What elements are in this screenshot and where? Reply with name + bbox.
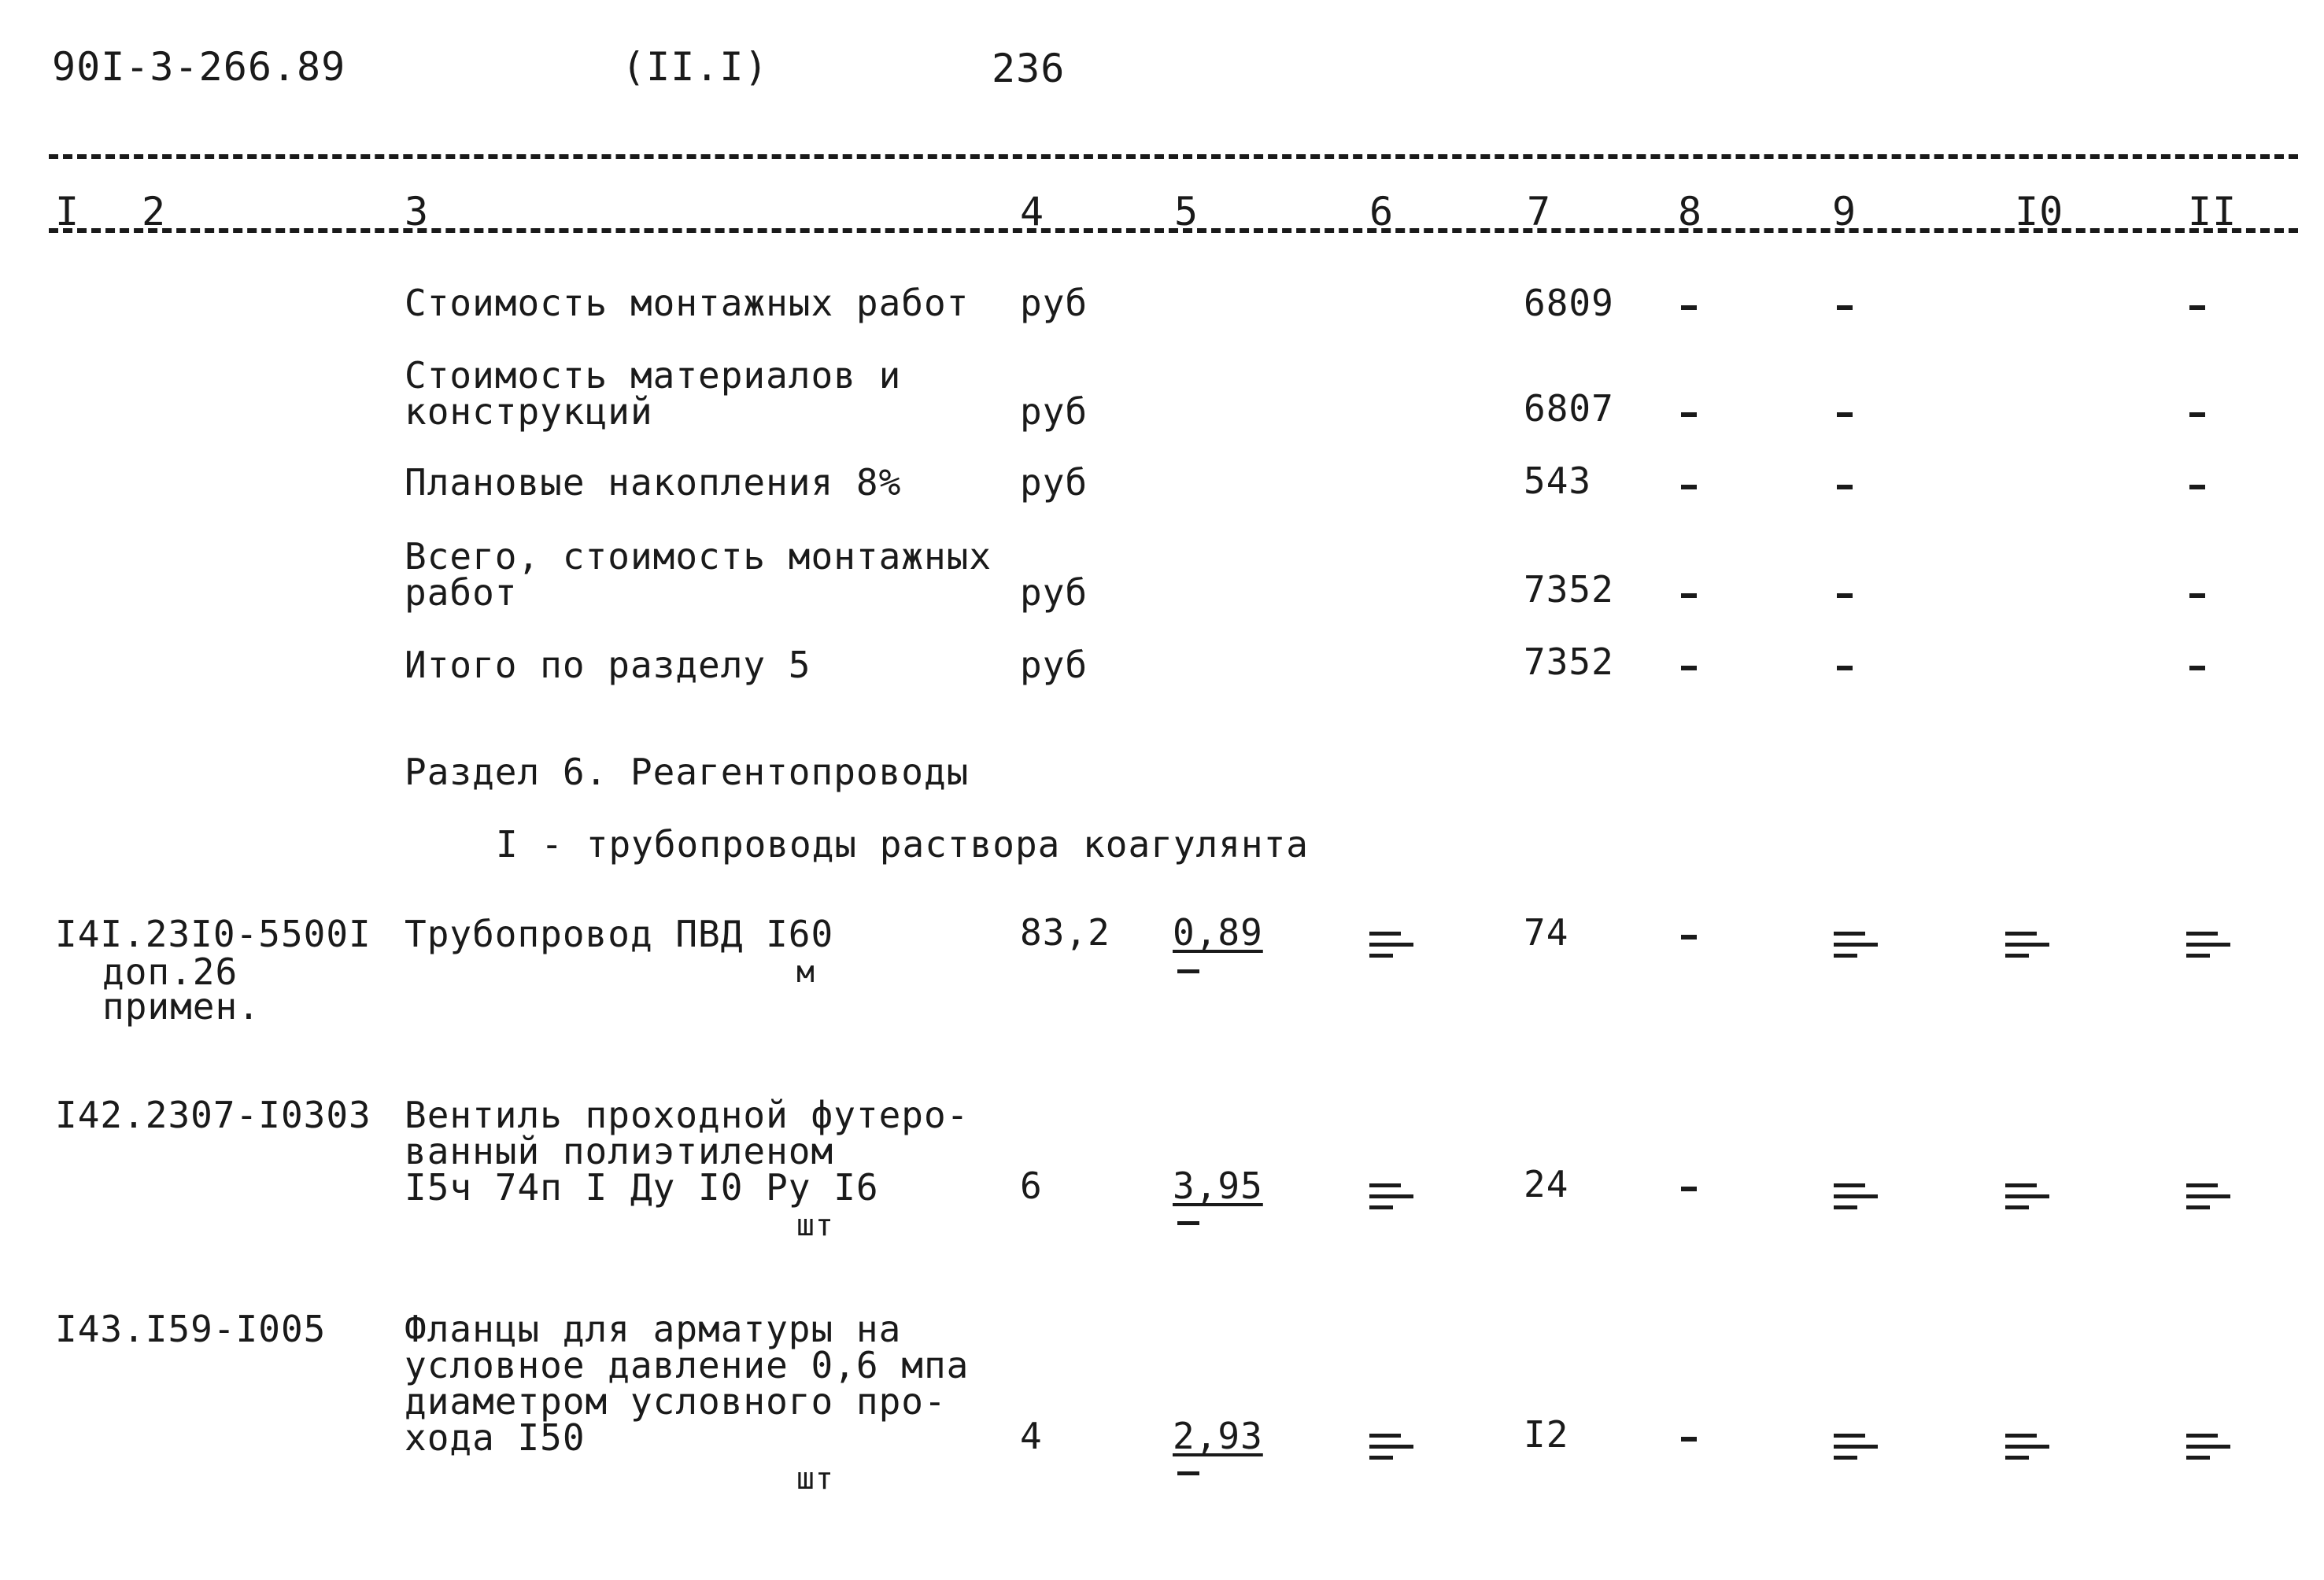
ditto-mark bbox=[1369, 1430, 1413, 1462]
ditto-mark bbox=[2186, 1180, 2230, 1212]
dash-mark bbox=[1837, 593, 1853, 598]
dash-mark bbox=[1681, 412, 1697, 417]
item-name: Вентиль проходной футеро- bbox=[405, 1094, 970, 1136]
dash-mark bbox=[1837, 666, 1853, 670]
row-unit: руб bbox=[1020, 461, 1088, 504]
row-name-continued: конструкций bbox=[405, 390, 653, 433]
ditto-mark bbox=[1834, 928, 1878, 960]
column-number: 8 bbox=[1678, 189, 1703, 234]
table-top-rule bbox=[49, 154, 2298, 159]
document-code: 90I-3-266.89 bbox=[52, 44, 346, 90]
ditto-mark bbox=[1834, 1180, 1878, 1212]
row-name-continued: работ bbox=[405, 571, 518, 614]
dash-mark bbox=[1681, 666, 1697, 670]
item-total: I2 bbox=[1524, 1413, 1569, 1456]
item-name: I5ч 74п I Ду I0 Ру I6 bbox=[405, 1166, 879, 1209]
ditto-mark bbox=[2005, 1430, 2049, 1462]
row-unit: руб bbox=[1020, 644, 1088, 686]
item-quantity: 6 bbox=[1020, 1165, 1043, 1207]
row-name: Плановые накопления 8% bbox=[405, 461, 902, 504]
item-name: хода I50 bbox=[405, 1416, 586, 1459]
row-total: 7352 bbox=[1524, 640, 1614, 683]
section-subtitle: I - трубопроводы раствора коагулянта bbox=[496, 823, 1309, 866]
item-unit: м bbox=[796, 954, 815, 989]
item-name: диаметром условного про- bbox=[405, 1380, 947, 1423]
item-quantity: 83,2 bbox=[1020, 911, 1110, 954]
column-number: 2 bbox=[142, 189, 167, 234]
dash-mark bbox=[1837, 412, 1853, 417]
row-total: 7352 bbox=[1524, 568, 1614, 611]
ditto-mark bbox=[1834, 1430, 1878, 1462]
item-total: 74 bbox=[1524, 911, 1569, 954]
item-unit-price: 2,93 bbox=[1173, 1415, 1263, 1457]
item-unit: шт bbox=[796, 1461, 834, 1496]
dash-mark bbox=[2189, 412, 2205, 417]
ditto-mark bbox=[2005, 1180, 2049, 1212]
dash-mark bbox=[1681, 593, 1697, 598]
row-name: Стоимость монтажных работ bbox=[405, 282, 970, 324]
item-code-note: доп.26 bbox=[102, 951, 238, 993]
column-header-rule bbox=[49, 228, 2298, 233]
item-name: ванный полиэтиленом bbox=[405, 1130, 834, 1172]
dash-mark bbox=[1681, 935, 1697, 940]
item-unit-price: 0,89 bbox=[1173, 911, 1263, 954]
column-number: 9 bbox=[1832, 189, 1857, 234]
dash-mark bbox=[1837, 485, 1853, 489]
column-number: 4 bbox=[1020, 189, 1045, 234]
ditto-mark bbox=[2186, 928, 2230, 960]
item-code-note: примен. bbox=[102, 985, 260, 1028]
row-unit: руб bbox=[1020, 390, 1088, 433]
column-number: I0 bbox=[2015, 189, 2064, 234]
column-number: I bbox=[55, 189, 80, 234]
item-name: условное давление 0,6 мпа bbox=[405, 1344, 970, 1386]
item-unit-price: 3,95 bbox=[1173, 1165, 1263, 1207]
dash-mark bbox=[2189, 305, 2205, 310]
ditto-mark bbox=[2186, 1430, 2230, 1462]
section-title: Раздел 6. Реагентопроводы bbox=[405, 751, 970, 793]
column-number: 7 bbox=[1527, 189, 1552, 234]
ditto-mark bbox=[1369, 1180, 1413, 1212]
dash-mark bbox=[1681, 485, 1697, 489]
row-name: Итого по разделу 5 bbox=[405, 644, 811, 686]
item-name: Фланцы для арматуры на bbox=[405, 1308, 902, 1350]
dash-mark bbox=[2189, 593, 2205, 598]
dash-mark bbox=[1837, 305, 1853, 310]
row-unit: руб bbox=[1020, 571, 1088, 614]
row-total: 6809 bbox=[1524, 282, 1614, 324]
dash-mark bbox=[1681, 1437, 1697, 1442]
column-number: 6 bbox=[1369, 189, 1395, 234]
ditto-mark bbox=[1369, 928, 1413, 960]
item-code: I43.I59-I005 bbox=[55, 1308, 327, 1350]
row-name: Стоимость материалов и bbox=[405, 354, 902, 397]
item-total: 24 bbox=[1524, 1163, 1569, 1205]
dash-mark bbox=[2189, 485, 2205, 489]
dash-mark bbox=[1681, 1187, 1697, 1191]
row-unit: руб bbox=[1020, 282, 1088, 324]
section-code: (II.I) bbox=[622, 44, 769, 90]
ditto-mark bbox=[2005, 928, 2049, 960]
item-quantity: 4 bbox=[1020, 1415, 1043, 1457]
ditto-mark bbox=[1177, 969, 1199, 973]
column-number: II bbox=[2188, 189, 2237, 234]
dash-mark bbox=[1681, 305, 1697, 310]
item-code: I4I.23I0-5500I bbox=[55, 913, 371, 955]
column-number: 3 bbox=[405, 189, 430, 234]
ditto-mark bbox=[1177, 1221, 1199, 1225]
row-name: Всего, стоимость монтажных bbox=[405, 535, 992, 578]
row-total: 543 bbox=[1524, 460, 1592, 502]
item-code: I42.2307-I0303 bbox=[55, 1094, 371, 1136]
column-number: 5 bbox=[1174, 189, 1199, 234]
dash-mark bbox=[2189, 666, 2205, 670]
ditto-mark bbox=[1177, 1471, 1199, 1475]
item-name: Трубопровод ПВД I60 bbox=[405, 913, 834, 955]
row-total: 6807 bbox=[1524, 387, 1614, 430]
item-unit: шт bbox=[796, 1208, 834, 1242]
page-number: 236 bbox=[992, 46, 1066, 91]
